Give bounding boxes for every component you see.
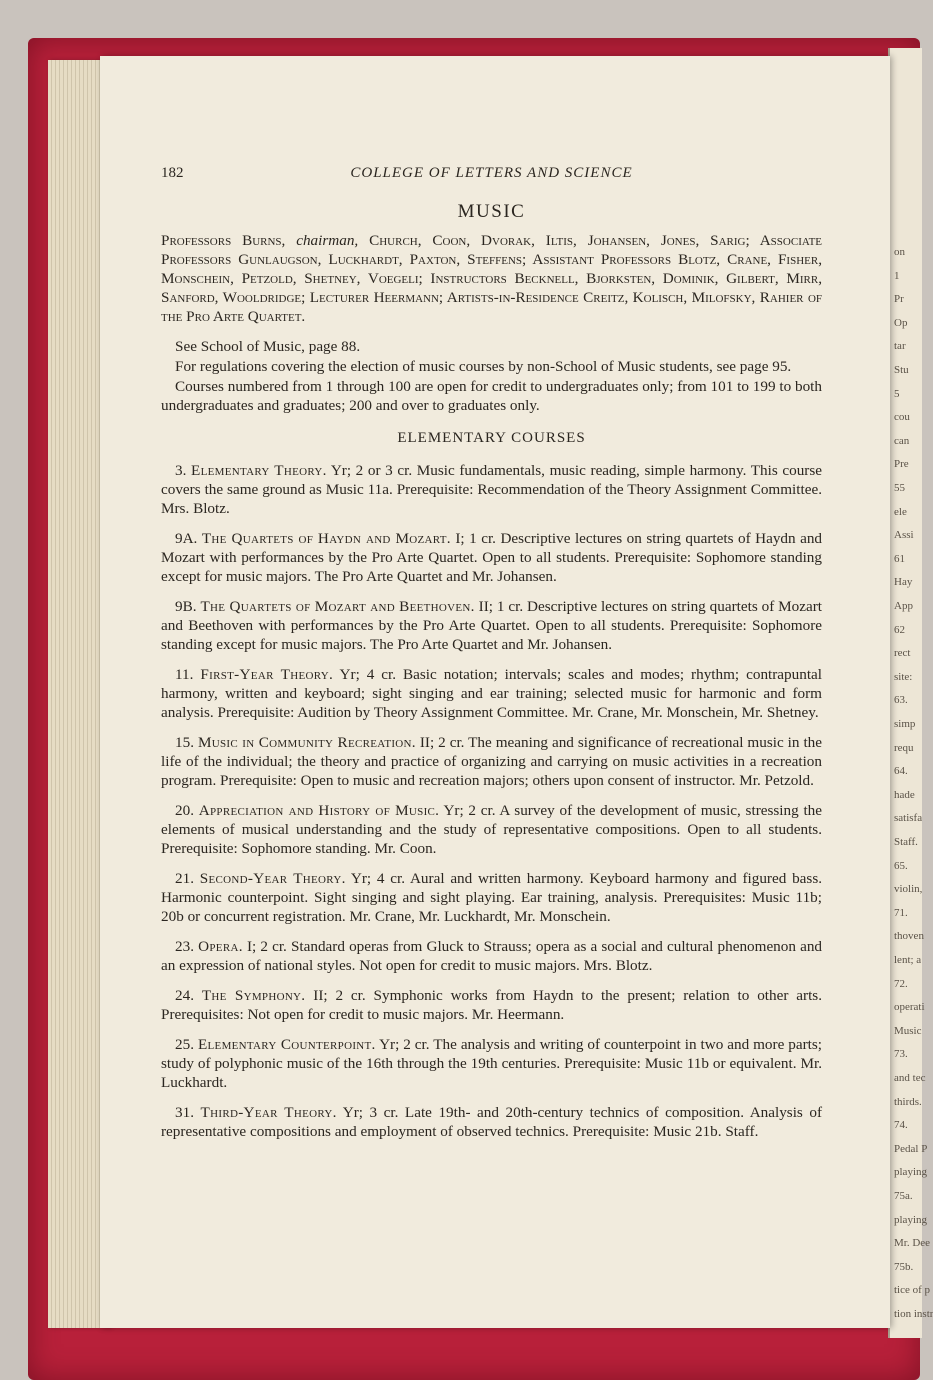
course-description: Yr; 2 cr. A survey of the development of music, stressing the elements of musical understanding and the study of representative compositions. Open to all students. Prerequisite: Sophomore standing. Mr. Coon. (161, 802, 823, 857)
course-description: I; 1 cr. Descriptive lectures on string quartets of Haydn and Mozart with performances by the Pro Arte Quartet. Open to all students. Prerequisite: Sophomore standing except for music majors. The Pro Arte Quartet and Mr. Johansen. (161, 530, 823, 585)
adjacent-page-fragment: thoven (894, 930, 924, 943)
course-description: Yr; 4 cr. Aural and written harmony. Keyboard harmony and figured bass. Harmonic counterpoint. Sight singing and sight playing. Ear training, analysis. Prerequisites: Music 11b; 20b or concurrent registration. Mr. Crane, Mr. Luckhardt, Mr. Monschein. (161, 870, 823, 925)
course-title: Elementary Theory. (191, 462, 327, 479)
adjacent-page-fragment: tice of p (894, 1284, 931, 1297)
page-content (161, 164, 822, 1152)
adjacent-page-fragment: 74. (894, 1119, 908, 1132)
adjacent-page-fragment: Mr. Dee (894, 1237, 931, 1250)
adjacent-page-fragment: and tec (894, 1072, 926, 1084)
note: Courses numbered from 1 through 100 are open for credit to undergraduates only; from 101 to 199 to both undergraduates and graduates; 200 and over to graduates only. (161, 378, 822, 414)
adjacent-page-fragment: 72. (894, 977, 908, 990)
adjacent-page-fragment: tar (894, 340, 906, 353)
adjacent-page-fragment: 5 (894, 387, 900, 400)
adjacent-page-fragment: operati (894, 1001, 925, 1014)
running-head: COLLEGE OF LETTERS AND SCIENCE (350, 165, 633, 181)
adjacent-page-fragment: App (894, 600, 913, 612)
section-heading: ELEMENTARY COURSES (397, 430, 586, 446)
course-description: II; 1 cr. Descriptive lectures on string quartets of Mozart and Beethoven with performances by the Pro Arte Quartet. Open to all students. Prerequisite: Sophomore standing except for music majors. The Pro Arte Quartet and Mr. Johansen. (161, 598, 823, 653)
adjacent-page-fragment: Assi (894, 529, 914, 542)
faculty-rest: Church, Coon, Dvorak, Iltis, Johansen, Jones, Sarig; Associate Professors Gunlaugson, Luckhardt, Paxton, Steffens; Assistant Professors Blotz, Crane, Fisher, Monschein, Petzold, Shetney, Voegeli; Instructors Becknell, Bjorksten, Dominik, Gilbert, Mirr, Sanford, Wooldridge; Lecturer Heermann; Artists-in-Residence Creitz, Kolisch, Milofsky, Rahier of the Pro Arte Quartet. (161, 232, 823, 325)
course-number: 3. (175, 462, 187, 479)
course-description: Yr; 4 cr. Basic notation; intervals; scales and modes; rhythm; contrapuntal harmony, written and keyboard; sight singing and ear training; selected music for harmonic and form analysis. Prerequisite: Audition by Theory Assignment Committee. Mr. Crane, Mr. Monschein, Mr. Shetney. (161, 666, 823, 721)
course-number: 9A. (175, 530, 198, 547)
adjacent-page-fragment: 55 (894, 482, 905, 494)
course-entry (161, 986, 822, 1024)
adjacent-page-fragment: 71. (894, 906, 908, 919)
course-entry (161, 937, 822, 975)
adjacent-page-fragment: on (894, 246, 905, 258)
chair-role: chairman, (296, 232, 359, 249)
course-description: II; 2 cr. Symphonic works from Haydn to the present; relation to other arts. Prerequisites: Not open for credit to music majors. Mr. Heermann. (161, 987, 822, 1023)
faculty-lead: Professors Burns, (161, 232, 286, 249)
adjacent-page-fragment: cou (894, 411, 910, 424)
course-number: 25. (175, 1036, 194, 1053)
adjacent-page-fragment: Pedal P (894, 1142, 928, 1155)
book-page (100, 56, 890, 1328)
course-number: 9B. (175, 598, 197, 615)
adjacent-page-fragment: 75b. (894, 1260, 914, 1273)
course-title: The Symphony. (201, 987, 306, 1004)
course-description: Yr; 3 cr. Late 19th- and 20th-century technics of composition. Analysis of representative compositions and employment of observed technics. Prerequisite: Music 21b. Staff. (161, 1104, 823, 1140)
course-title: Elementary Counterpoint. (197, 1036, 376, 1053)
course-description: Yr; 2 or 3 cr. Music fundamentals, music reading, simple harmony. This course covers the same ground as Music 11a. Prerequisite: Recommendation of the Theory Assignment Committee. Mrs. Blotz. (161, 462, 822, 517)
adjacent-page-fragment: 61 (894, 552, 905, 565)
adjacent-page-fragment: 1 (894, 269, 900, 282)
course-description: I; 2 cr. Standard operas from Gluck to Strauss; opera as a social and cultural phenomenon and an expression of national styles. Not open for credit to music majors. Mrs. Blotz. (161, 938, 823, 974)
course-title: Appreciation and History of Music. (198, 802, 440, 819)
course-entry (161, 461, 822, 518)
course-title: Second-Year Theory. (199, 870, 346, 887)
course-title: Opera. (198, 938, 243, 955)
course-entry (161, 869, 822, 926)
adjacent-page-fragment: 64. (894, 765, 908, 778)
adjacent-page-fragment: 73. (894, 1048, 908, 1061)
note: See School of Music, page 88. (175, 338, 361, 355)
adjacent-page-fragment: ele (894, 505, 907, 518)
course-number: 23. (175, 938, 194, 955)
adjacent-page-fragment: 63. (894, 694, 908, 707)
adjacent-page-fragment: 65. (894, 859, 908, 872)
page-header (161, 164, 822, 186)
adjacent-page-fragment: hade (894, 788, 915, 801)
faculty-list (161, 231, 822, 326)
adjacent-page-fragment: 62 (894, 623, 905, 636)
course-title: First-Year Theory. (200, 666, 334, 683)
course-title: The Quartets of Haydn and Mozart. (201, 530, 451, 547)
course-description: II; 2 cr. The meaning and significance of recreational music in the life of the individual; the theory and practice of organizing and carrying on music activities in a recreation program. Prerequisite: Open to music and recreation majors; others upon consent of instructor. Mr. Petzold. (161, 734, 823, 789)
course-entry (161, 801, 822, 858)
adjacent-page-fragment: Stu (894, 364, 909, 376)
course-number: 24. (175, 987, 194, 1004)
adjacent-page-fragment: violin, (894, 883, 923, 896)
course-title: Music in Community Recreation. (197, 734, 416, 751)
course-description: Yr; 2 cr. The analysis and writing of counterpoint in two and more parts; study of polyphonic music of the 16th through the 19th centuries. Prerequisite: Music 11b or equivalent. Mr. Luckhardt. (161, 1036, 823, 1091)
adjacent-page-fragment: satisfa (894, 812, 923, 825)
adjacent-page-fragment: playing (894, 1213, 927, 1226)
page-number: 182 (161, 165, 184, 181)
adjacent-page-fragment: Pre (894, 458, 909, 471)
course-entry (161, 529, 822, 586)
course-entry (161, 597, 822, 654)
adjacent-page-fragment: rect (894, 647, 911, 660)
course-number: 20. (175, 802, 194, 819)
adjacent-page-fragment: site: (894, 670, 913, 683)
adjacent-page-fragment: simp (894, 718, 916, 730)
adjacent-page-fragment: Op (894, 316, 908, 329)
adjacent-page-fragment: can (894, 434, 910, 447)
adjacent-page-fragment: Staff. (894, 836, 918, 848)
adjacent-page-fragment: lent; a (894, 954, 922, 966)
adjacent-page-fragment: 75a. (894, 1190, 913, 1202)
adjacent-page-fragment: thirds. (894, 1095, 922, 1108)
adjacent-page-fragment: Hay (894, 576, 913, 589)
course-entry (161, 665, 822, 722)
course-title: The Quartets of Mozart and Beethoven. (200, 598, 475, 615)
note: For regulations covering the election of music courses by non-School of Music students, see page 95. (175, 358, 792, 375)
adjacent-page-fragment: requ (894, 741, 914, 754)
department-title: MUSIC (457, 201, 526, 222)
course-number: 31. (175, 1104, 194, 1121)
adjacent-page-fragment: playing (894, 1166, 927, 1179)
adjacent-page-fragment: Pr (894, 293, 904, 306)
course-title: Third-Year Theory. (200, 1104, 337, 1121)
course-list (161, 461, 822, 1141)
adjacent-page-fragment: tion instr (894, 1308, 933, 1320)
adjacent-page-fragment: Music (894, 1024, 922, 1037)
course-entry (161, 1103, 822, 1141)
course-number: 11. (175, 666, 194, 683)
adjacent-page (888, 48, 933, 1338)
course-number: 21. (175, 870, 194, 887)
course-number: 15. (175, 734, 194, 751)
course-entry (161, 733, 822, 790)
course-entry (161, 1035, 822, 1092)
